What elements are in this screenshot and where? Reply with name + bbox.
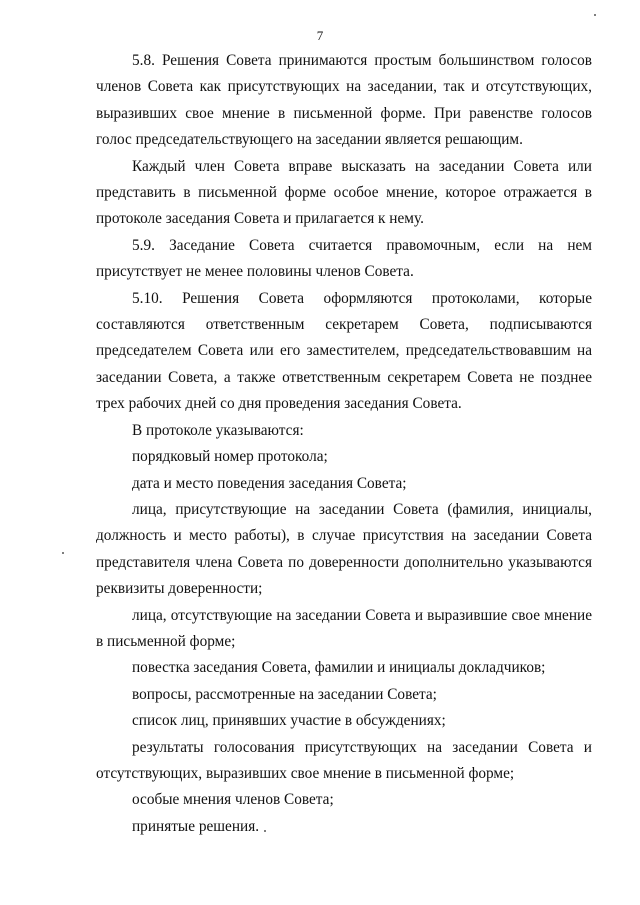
document-body [96,48,592,840]
protocol-intro: В протоколе указываются: [132,421,304,439]
protocol-item-present: лица, присутствующие на заседании Совета (фамилия, инициалы, должность и место работы), в случае присутствия на заседании Совета представителя члена Совета по доверенности дополнительно указываются реквизиты доверенности; [96,500,592,598]
protocol-item-opinions: особые мнения членов Совета; [132,791,334,809]
protocol-item-voting: результаты голосования присутствующих на заседании Совета и отсутствующих, выразивших свое мнение в письменной форме; [96,738,592,782]
paragraph-5-10: 5.10. Решения Совета оформляются протоколами, которые составляются ответственным секретарем Совета, подписываются председателем Совета или его заместителем, председательствовавшим на заседании Совета, а также ответственным секретарем Совета не позднее трех рабочих дней со дня проведения заседания Совета. [96,289,592,413]
scan-speck [62,552,64,554]
protocol-item-agenda: повестка заседания Совета, фамилии и инициалы докладчиков; [132,659,546,677]
protocol-item-date-place: дата и место поведения заседания Совета; [132,474,407,492]
protocol-item-questions: вопросы, рассмотренные на заседании Совета; [132,685,437,703]
page-number: 7 [316,28,324,43]
paragraph-5-8: 5.8. Решения Совета принимаются простым большинством голосов членов Совета как присутствующих на заседании, так и отсутствующих, выразивших свое мнение в письменной форме. При равенстве голосов голос председательствующего на заседании является решающим. [96,52,592,149]
protocol-item-absent: лица, отсутствующие на заседании Совета и выразившие свое мнение в письменной форме; [96,606,592,650]
paragraph-dissenting-opinion: Каждый член Совета вправе высказать на заседании Совета или представить в письменной форме особое мнение, которое отражается в протоколе заседания Совета и прилагается к нему. [96,157,592,228]
scan-speck [594,14,596,16]
paragraph-5-9: 5.9. Заседание Совета считается правомочным, если на нем присутствует не менее половины членов Совета. [96,236,592,281]
protocol-item-participants: список лиц, принявших участие в обсуждениях; [132,712,446,730]
protocol-item-number: порядковый номер протокола; [132,448,328,466]
scan-speck [264,830,266,832]
protocol-item-decisions: принятые решения. [132,817,260,835]
